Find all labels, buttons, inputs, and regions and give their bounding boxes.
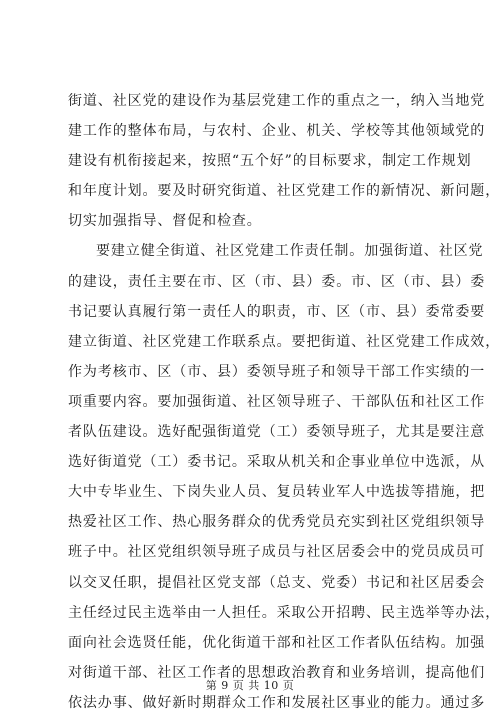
page-number-label: 第 9 页 共 10 页	[205, 679, 295, 692]
text-line: 依法办事、做好新时期群众工作和发展社区事业的能力。通过多	[68, 694, 486, 711]
text-line: 选好街道党（工）委书记。采取从机关和企事业单位中选派，从	[68, 454, 486, 471]
text-line: 大中专毕业生、下岗失业人员、复员转业军人中选拔等措施，把	[68, 484, 486, 501]
text-line: 作为考核市、区（市、县）委领导班子和领导干部工作实绩的一	[68, 363, 486, 380]
text-line: 建立街道、社区党建工作联系点。要把街道、社区党建工作成效，	[68, 333, 500, 350]
page-footer	[0, 677, 500, 693]
text-line: 切实加强指导、督促和检查。	[68, 213, 262, 230]
text-line: 对街道干部、社区工作者的思想政治教育和业务培训，提高他们	[68, 664, 486, 681]
text-line: 建工作的整体布局，与农村、企业、机关、学校等其他领域党的	[68, 123, 486, 140]
text-line: 者队伍建设。选好配强街道党（工）委领导班子，尤其是要注意	[68, 424, 486, 441]
text-line: 以交叉任职，提倡社区党支部（总支、党委）书记和社区居委会	[68, 574, 486, 591]
text-line: 项重要内容。要加强街道、社区领导班子、干部队伍和社区工作	[68, 393, 486, 410]
text-line: 建设有机衔接起来，按照“五个好”的目标要求，制定工作规划	[68, 153, 472, 170]
text-line: 书记要认真履行第一责任人的职责，市、区（市、县）委常委要	[68, 303, 486, 320]
text-line: 街道、社区党的建设作为基层党建工作的重点之一，纳入当地党	[68, 93, 486, 109]
text-line: 和年度计划。要及时研究街道、社区党建工作的新情况、新问题，	[68, 183, 500, 200]
body-text	[68, 86, 500, 718]
text-line: 热爱社区工作、热心服务群众的优秀党员充实到社区党组织领导	[68, 514, 486, 531]
text-line: 要建立健全街道、社区党建工作责任制。加强街道、社区党	[96, 243, 484, 260]
text-line: 的建设，责任主要在市、区（市、县）委。市、区（市、县）委	[68, 273, 486, 290]
text-line: 面向社会选贤任能，优化街道干部和社区工作者队伍结构。加强	[68, 634, 486, 651]
text-line: 班子中。社区党组织领导班子成员与社区居委会中的党员成员可	[68, 544, 486, 561]
text-line: 主任经过民主选举由一人担任。采取公开招聘、民主选举等办法，	[68, 604, 500, 621]
